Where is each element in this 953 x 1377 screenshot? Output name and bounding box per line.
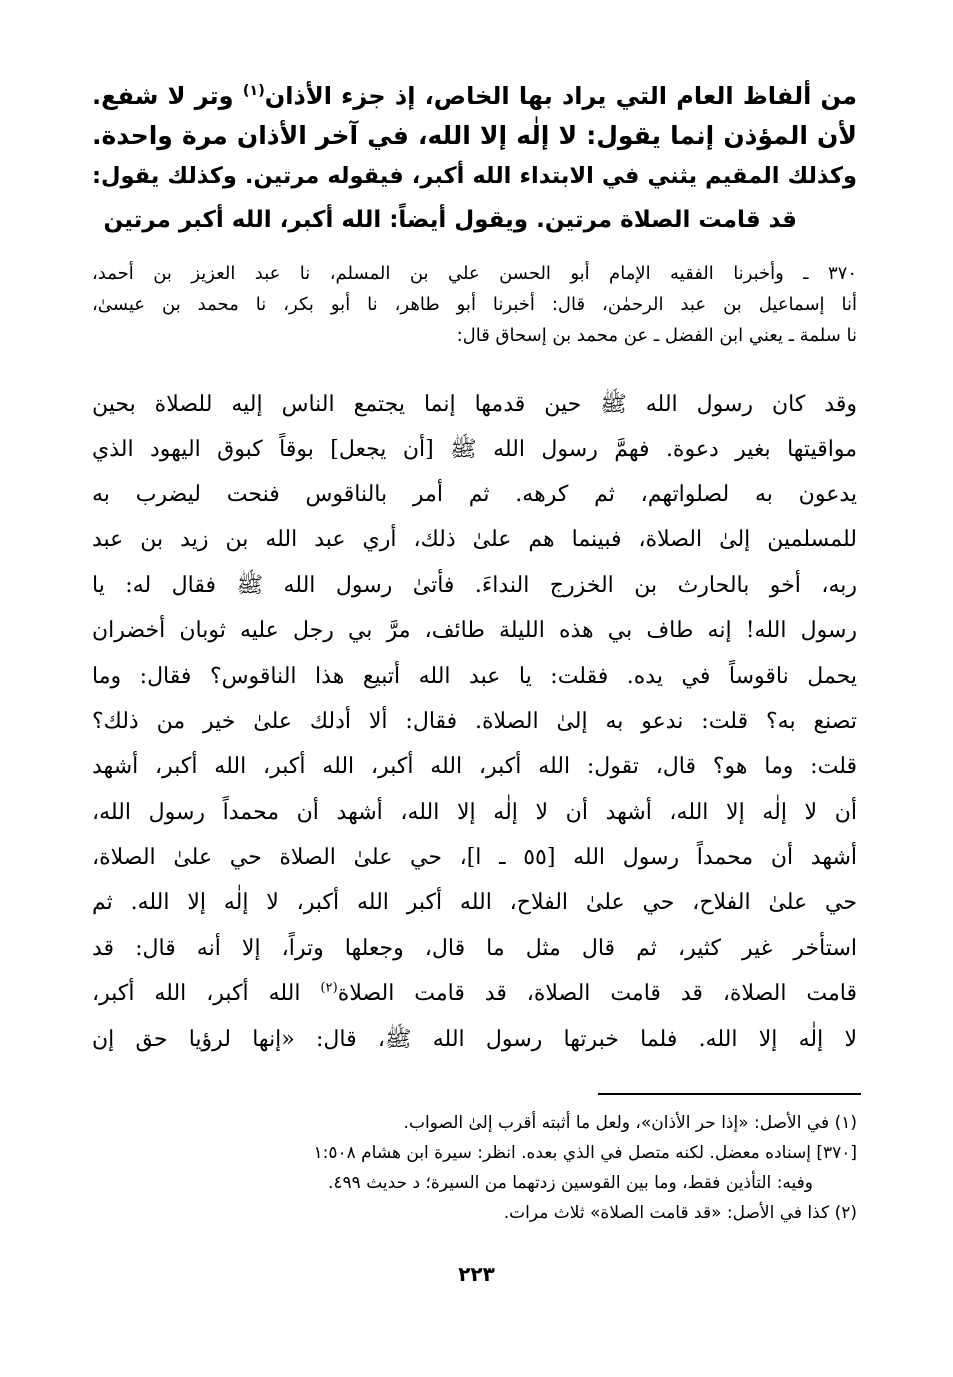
isnad-line-2: أنا إسماعيل بن عبد الرحمٰن، قال: أخبرنا أبو طاهر، نا أبو بكر، نا محمد بن عيسىٰ، [92, 294, 857, 315]
main-line-10: أن لا إلٰه إلا الله، أشهد أن لا إلٰه إلا الله، أشهد أن محمداً رسول الله، [92, 800, 857, 825]
main-line-4: للمسلمين إلىٰ الصلاة، فبينما هم علىٰ ذلك، أري عبد الله بن زيد بن عبد [92, 527, 857, 552]
footnote-ref-1: (١) [242, 83, 265, 99]
main-line-15: لا إلٰه إلا الله. فلما خبرتها رسول الله ﷺ، قال: «إنها لرؤيا حق إن [92, 1027, 857, 1052]
main-line-1: وقد كان رسول الله ﷺ حين قدمها إنما يجتمع الناس إليه للصلاة بحين [92, 392, 857, 417]
isnad-line-1: ٣٧٠ ـ وأخبرنا الفقيه الإمام أبو الحسن علي بن المسلم، نا عبد العزيز بن أحمد، [92, 263, 857, 284]
footnote-ref-2: (٢) [320, 980, 338, 996]
main-line-12: حي علىٰ الفلاح، حي علىٰ الفلاح، الله أكبر الله أكبر، لا إلٰه إلا الله. ثم [92, 890, 857, 915]
main-line-2: مواقيتها بغير دعوة. فهمَّ رسول الله ﷺ [أن يجعل] بوقاً كبوق اليهود الذي [92, 437, 857, 462]
main-line-14 [92, 975, 857, 1013]
main-line-11: أشهد أن محمداً رسول الله [٥٥ ـ ا]، حي علىٰ الصلاة حي علىٰ الصلاة، [92, 845, 857, 870]
main-line-7: يحمل ناقوساً في يده. فقلت: يا عبد الله أتبيع هذا الناقوس؟ فقال: وما [92, 664, 857, 689]
footnote-separator [598, 1093, 861, 1095]
main-line-14-text-b: الله أكبر، الله أكبر، [92, 981, 321, 1006]
main-line-3: يدعون به لصلواتهم، ثم كرهه. ثم أمر بالناقوس فنحت ليضرب به [92, 482, 857, 507]
footnote-2: (٢) كذا في الأصل: «قد قامت الصلاة» ثلاث مرات. [503, 1203, 857, 1223]
footnote-1: (١) في الأصل: «إذا حر الأذان»، ولعل ما أثبته أقرب إلىٰ الصواب. [403, 1113, 857, 1133]
isnad-line-3: نا سلمة ـ يعني ابن الفضل ـ عن محمد بن إسحاق قال: [456, 325, 857, 346]
main-line-14-text-a: قامت الصلاة، قد قامت الصلاة، قد قامت الصلاة [337, 981, 857, 1006]
header-line-2: لأن المؤذن إنما يقول: لا إلٰه إلا الله، في آخر الأذان مرة واحدة. [92, 121, 857, 150]
main-line-9: قلت: وما هو؟ قال، تقول: الله أكبر، الله أكبر، الله أكبر، الله أكبر، أشهد [92, 754, 857, 779]
header-line-3: وكذلك المقيم يثني في الابتداء الله أكبر، فيقوله مرتين. وكذلك يقول: [92, 163, 857, 189]
main-line-13: استأخر غير كثير، ثم قال مثل ما قال، وجعلها وتراً، إلا أنه قال: قد [92, 936, 857, 961]
main-line-8: تصنع به؟ قلت: ندعو به إلىٰ الصلاة. فقال: ألا أدلك علىٰ خير من ذلك؟ [92, 709, 857, 734]
footnote-370-line-1: [٣٧٠] إسناده معضل. لكنه متصل في الذي بعده. انظر: سيرة ابن هشام ١:٥٠٨ [313, 1143, 857, 1163]
main-line-6: رسول الله! إنه طاف بي هذه الليلة طائف، مرَّ بي رجل عليه ثوبان أخضران [92, 618, 857, 643]
header-line-1-text-b: وتر لا شفع. [92, 82, 243, 110]
header-line-4: قد قامت الصلاة مرتين. ويقول أيضاً: الله أكبر، الله أكبر مرتين [103, 207, 797, 233]
main-line-5: ربه، أخو بالحارث بن الخزرج النداءَ. فأتىٰ رسول الله ﷺ فقال له: يا [92, 573, 857, 598]
page-number: ٢٢٣ [458, 1262, 495, 1286]
header-line-1 [92, 76, 857, 116]
header-line-1-text-a: من ألفاظ العام التي يراد بها الخاص، إذ جزء الأذان [264, 82, 857, 110]
footnote-370-line-2: وفيه: التأذين فقط، وما بين القوسين زدتهما من السيرة؛ د حديث ٤٩٩. [328, 1173, 813, 1193]
